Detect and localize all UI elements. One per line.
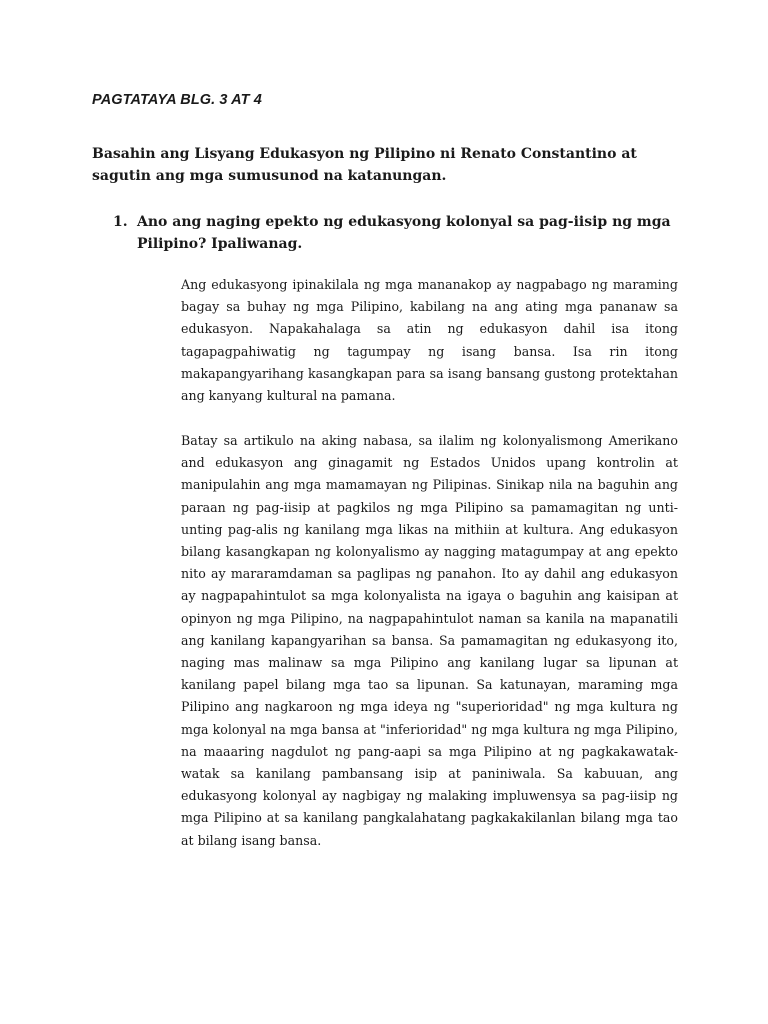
instructions-text: Basahin ang Lisyang Edukasyon ng Pilipino ni Renato Constantino at sagutin ang mga sumusunod na katanungan.	[92, 146, 637, 184]
question-item	[113, 211, 693, 255]
page-title: PAGTATAYA BLG. 3 AT 4	[92, 92, 262, 108]
question-number: 1.	[113, 214, 128, 230]
answer-paragraph: Ang edukasyong ipinakilala ng mga mananakop ay nagpabago ng maraming bagay sa buhay ng mga Pilipino, kabilang na ang ating mga pananaw sa edukasyon. Napakahalaga sa atin ng edukasyon dahil isa itong tagapagpahiwatig ng tagumpay ng isang bansa. Isa rin itong makapangyarihang kasangkapan para sa isang bansang gustong protektahan ang kanyang kultural na pamana.	[181, 277, 678, 404]
answer-paragraph: Batay sa artikulo na aking nabasa, sa ilalim ng kolonyalismong Amerikano and edukasyon ang ginagamit ng Estados Unidos upang kontrolin at manipulahin ang mga mamamayan ng Pilipinas. Sinikap nila na baguhin ang paraan ng pag-iisip at pagkilos ng mga Pilipino sa pamamagitan ng unti-unting pag-alis ng kanilang mga likas na mithiin at kultura. Ang edukasyon bilang kasangkapan ng kolonyalismo ay nagging matagumpay at ang epekto nito ay mararamdaman sa paglipas ng panahon. Ito ay dahil ang edukasyon ay nagpapahintulot sa mga kolonyalista na igaya o baguhin ang kaisipan at opinyon ng mga Pilipino, na nagpapahintulot naman sa kanila na mapanatili ang kanilang kapangyarihan sa bansa. Sa pamamagitan ng edukasyong ito, naging mas malinaw sa mga Pilipino ang kanilang lugar sa lipunan at kanilang papel bilang mga tao sa lipunan. Sa katunayan, maraming mga Pilipino ang nagkaroon ng mga ideya ng "superioridad" ng mga kultura ng mga kolonyal na mga bansa at "inferioridad" ng mga kultura ng mga Pilipino, na maaaring nagdulot ng pang-aapi sa mga Pilipino at ng pagkakawatak-watak sa kanilang pambansang isip at paniniwala. Sa kabuuan, ang edukasyong kolonyal ay nagbigay ng malaking impluwensya sa pag-iisip ng mga Pilipino at sa kanilang pangkalahatang pagkakakilanlan bilang mga tao at bilang isang bansa.	[181, 433, 678, 848]
question-text: Ano ang naging epekto ng edukasyong kolonyal sa pag-iisip ng mga Pilipino? Ipaliwanag.	[137, 214, 671, 252]
